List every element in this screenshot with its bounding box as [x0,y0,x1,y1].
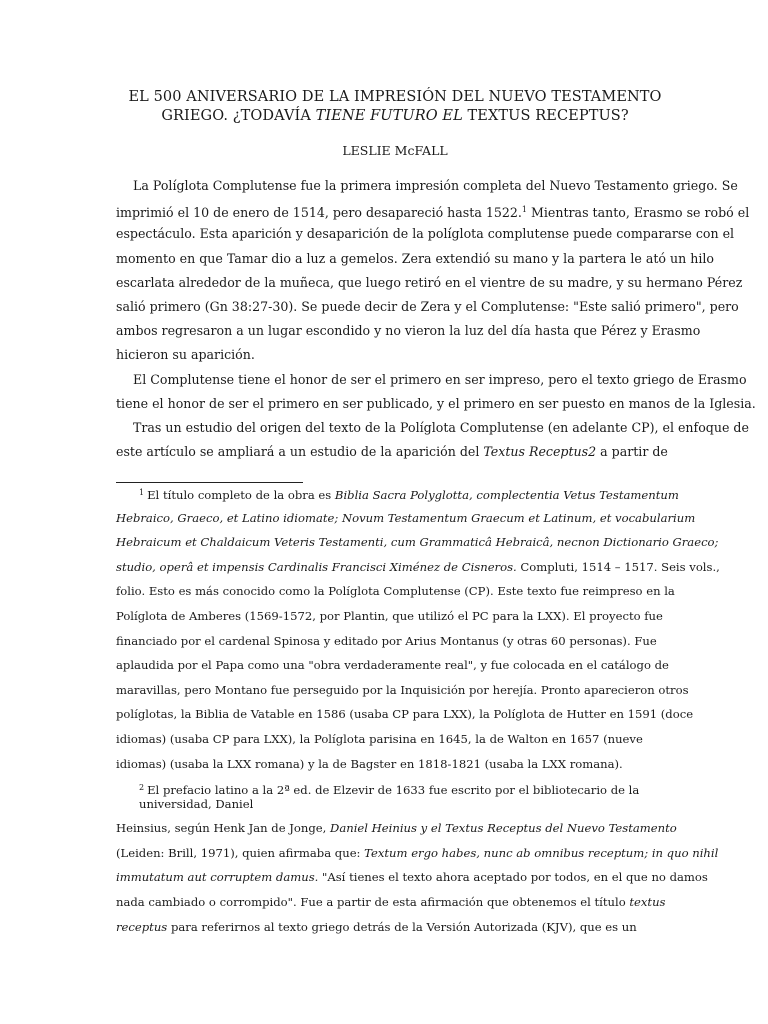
author-name: LESLIE McFALL [342,143,448,158]
body-line: salió primero (Gn 38:27-30). Se puede decir de Zera y el Complutense: "Este salió primero", pero [116,298,739,314]
body-italic-span: Textus Receptus2 [483,444,597,460]
body-text-span: imprimió el 10 de enero de 1514, pero desapareció hasta 1522. [116,205,522,221]
title-line-2a: GRIEGO. ¿TODAVÍA [161,108,316,124]
footnote-line [116,555,720,580]
footnote-line: financiado por el cardenal Spinosa y editado por Arius Montanus (y otras 60 personas). Fue [116,633,657,648]
body-line: hicieron su aparición. [116,347,255,363]
body-line: ambos regresaron a un lugar escondido y no vieron la luz del día hasta que Pérez y Erasmo [116,323,701,339]
footnote-line: Políglota de Amberes (1569-1572, por Plantin, que utilizó el PC para la LXX). El proyecto fue [116,608,663,623]
footnote-line: idiomas) (usaba CP para LXX), la Políglota parisina en 1645, la de Walton en 1657 (nueve [116,731,643,746]
article-title [100,88,690,126]
body-text [116,174,756,464]
footnote-italic-span: Biblia Sacra Polyglotta, complectentia Vetus Testamentum [334,488,679,502]
body-text-span: a partir de [596,444,668,460]
body-line [116,440,684,464]
footnote-line: políglotas, la Biblia de Vatable en 1586 (usaba CP para LXX), la Políglota de Hutter en 1591 (doce [116,707,694,722]
footnote-line [116,915,696,940]
title-line-1: EL 500 ANIVERSARIO DE LA IMPRESIÓN DEL NUEVO TESTAMENTO [128,89,662,105]
body-line: espectáculo. Esta aparición y desaparición de la políglota complutense puede compararse con el [116,226,735,242]
footnote-line [116,865,708,890]
footnote-line: aplaudida por el Papa como una "obra verdaderamente real", y fue colocada en el catálogo de [116,658,669,673]
footnote-line: folio. Esto es más conocido como la Políglota Complutense (CP). Este texto fue reimpreso en la [116,584,675,599]
footnote-text-span: para referirnos al texto griego detrás de la Versión Autorizada (KJV), que es un [167,919,637,934]
footnote-text-span: El prefacio latino a la 2ª ed. de Elzevir de 1633 fue escrito por el bibliotecario de la [147,783,640,798]
footnote-ref-1: 1 [521,205,527,215]
footnote-text-span: Heinsius, según Henk Jan de Jonge, [116,821,331,836]
footnote-text-span: nada cambiado o corrompido". Fue a partir de esta afirmación que obtenemos el título [116,894,630,909]
footnote-number-1: 1 [139,488,145,497]
body-line: tiene el honor de ser el primero en ser publicado, y el primero en ser puesto en manos de la Iglesia. [116,395,756,411]
footnote-line [116,780,696,796]
footnote-italic-span: Hebraicum et Chaldaicum Veteris Testamenti, cum Grammaticâ Hebraicâ, necnon Dictionario Graeco; [116,535,719,550]
footnote-italic-span: Hebraico, Graeco, et Latino idiomate; Novum Testamentum Graecum et Latinum, et vocabularium [116,510,696,525]
title-italic: TIENE FUTURO EL [315,108,463,124]
title-line-2b: TEXTUS RECEPTUS? [462,108,629,124]
footnote-italic-span: receptus [116,919,168,934]
footnote-line: maravillas, pero Montano fue perseguido por la Inquisición por herejía. Pronto aparecieron otros [116,682,689,697]
footnote-line: idiomas) (usaba la LXX romana) y la de Bagster en 1818-1821 (usaba la LXX romana). [116,756,623,771]
body-text-span: este artículo se ampliará a un estudio de la aparición del [116,444,484,460]
footnote-line [116,530,719,555]
footnote-italic-span: studio, operâ et impensis Cardinalis Francisci Ximénez de Cisneros. [116,559,517,574]
footnote-text-span: Compluti, 1514 – 1517. Seis vols., [516,559,720,574]
footnote-text-span: "Así tienes el texto ahora aceptado por todos, en el que no damos [318,870,708,885]
body-line: escarlata alrededor de la muñeca, que luego retiró en el vientre de su madre, y su hermano Pérez [116,274,743,290]
body-line: momento en que Tamar dio a luz a gemelos. Zera extendió su mano y la partera le ató un hilo [116,250,714,266]
footnote-line [116,841,719,866]
footnote-text-span: (Leiden: Brill, 1971), quien afirmaba que: [116,845,365,860]
footnote-line: universidad, Daniel [139,797,254,812]
body-line: El Complutense tiene el honor de ser el primero en ser impreso, pero el texto griego de Erasmo [133,371,747,387]
footnote-italic-span: Textum ergo habes, nunc ab omnibus receptum; in quo nihil [364,845,719,860]
body-line: Tras un estudio del origen del texto de la Políglota Complutense (en adelante CP), el enfoque de [133,419,749,435]
body-line [116,198,750,222]
footnote-italic-span: textus [629,894,666,909]
footnote-text-span: El título completo de la obra es [147,488,335,502]
footnote-italic-span: immutatum aut corruptem damus. [116,870,319,885]
footnotes [116,481,720,939]
footnote-line [116,481,696,506]
footnote-number-2: 2 [139,783,145,793]
body-line: La Políglota Complutense fue la primera impresión completa del Nuevo Testamento griego. Se [133,178,738,193]
footnote-italic-span: Daniel Heinius y el Textus Receptus del Nuevo Testamento [330,821,677,836]
footnote-line [116,506,696,531]
footnote-line [116,890,696,915]
body-text-span: Mientras tanto, Erasmo se robó el [526,205,750,221]
footnote-line [116,816,696,841]
